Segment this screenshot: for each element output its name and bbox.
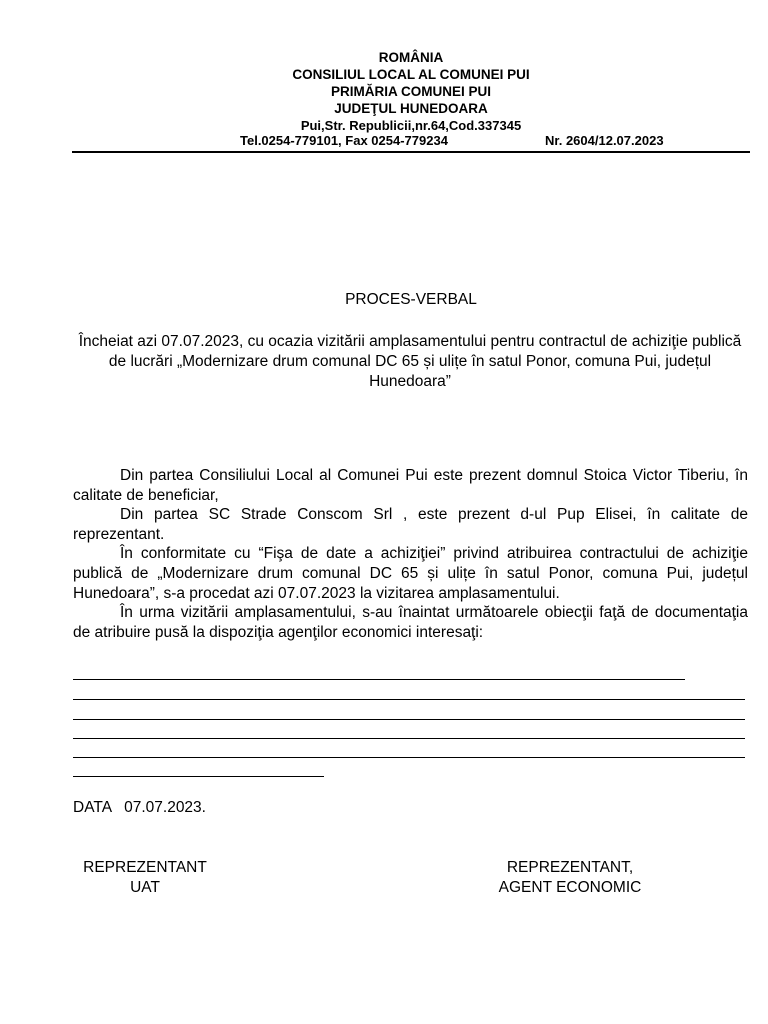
signature-agent-subtitle: AGENT ECONOMIC <box>498 879 642 896</box>
letterhead-town-hall: PRIMĂRIA COMUNEI PUI <box>330 84 491 99</box>
paragraph-conformity: În conformitate cu “Fişa de date a achiziţiei” privind atribuirea contractului de achiziţie publică de „Modernizare drum comunal DC 65 și ulițe în satul Ponor, comuna Pui, județul Hunedoara”, s-a procedat azi 07.07.2023 la vizitarea amplasamentului. <box>73 545 748 602</box>
letterhead <box>72 49 750 134</box>
document-body <box>73 466 748 642</box>
fill-line <box>73 776 324 777</box>
document-date: DATA 07.07.2023. <box>73 799 206 816</box>
letterhead-address: Pui,Str. Republicii,nr.64,Cod.337345 <box>300 118 522 133</box>
signature-agent-title: REPREZENTANT, <box>506 859 634 876</box>
fill-line <box>73 719 745 720</box>
letterhead-county: JUDEŢUL HUNEDOARA <box>334 101 488 116</box>
header-divider <box>72 151 750 153</box>
letterhead-country: ROMÂNIA <box>378 50 444 65</box>
letterhead-council: CONSILIUL LOCAL AL COMUNEI PUI <box>292 67 530 82</box>
contact-line <box>72 133 750 151</box>
registration-number: Nr. 2604/12.07.2023 <box>545 133 664 148</box>
fill-line <box>73 738 745 739</box>
signature-uat-subtitle: UAT <box>130 879 160 896</box>
document-intro: Încheiat azi 07.07.2023, cu ocazia vizitării amplasamentului pentru contractul de achiziţie publică de lucrări „Modernizare drum comunal DC 65 și ulițe în satul Ponor, comuna Pui, județul Hunedoara” <box>78 333 742 390</box>
fill-line <box>73 757 745 758</box>
signature-uat-representative <box>72 858 218 898</box>
fill-line <box>73 699 745 700</box>
phone-fax: Tel.0254-779101, Fax 0254-779234 <box>240 133 448 148</box>
fill-line <box>73 679 685 680</box>
signature-uat-title: REPREZENTANT <box>83 859 207 876</box>
document-title: PROCES-VERBAL <box>345 291 477 308</box>
signature-economic-agent <box>484 858 656 898</box>
paragraph-beneficiary: Din partea Consiliului Local al Comunei Pui este prezent domnul Stoica Victor Tiberiu, în calitate de beneficiar, <box>73 467 748 504</box>
paragraph-representative: Din partea SC Strade Conscom Srl , este prezent d-ul Pup Elisei, în calitate de reprezentant. <box>73 506 748 543</box>
paragraph-objections: În urma vizitării amplasamentului, s-au înaintat următoarele obiecţii faţă de documentaţia de atribuire pusă la dispoziţia agenţilor economici interesaţi: <box>73 604 748 641</box>
